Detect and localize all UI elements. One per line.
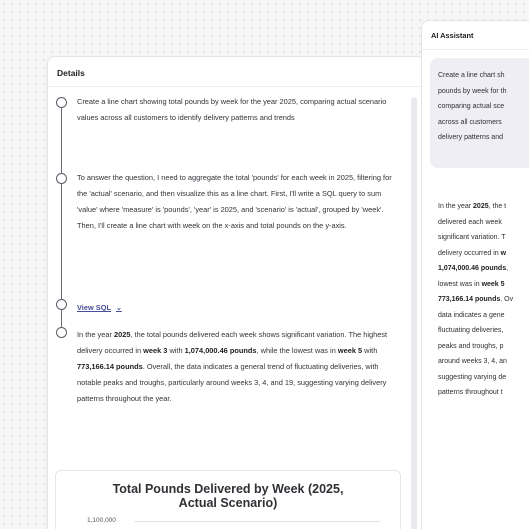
timeline-step-1-icon [56, 97, 67, 108]
step-answer-text [77, 327, 395, 407]
assistant-text-run: fluctuating deliveries, [438, 327, 504, 334]
assistant-emphasis: 773,166.14 pounds [438, 296, 501, 303]
ai-assistant-panel [421, 20, 529, 529]
answer-part: with [362, 346, 378, 355]
assistant-emphasis: 2025 [473, 203, 489, 210]
assistant-emphasis: week 5 [481, 280, 505, 288]
assistant-text-run: . Ov [500, 296, 514, 303]
view-sql-label: View SQL [77, 303, 111, 312]
chart-title: Total Pounds Delivered by Week (2025, Actual Scenario) [112, 482, 344, 510]
assistant-text-run: delivery occurred in [438, 249, 501, 257]
details-divider [48, 86, 424, 87]
user-message-text [438, 68, 529, 146]
ai-assistant-title: AI Assistant [431, 31, 474, 40]
user-message-line: pounds by week for th [438, 87, 507, 95]
assistant-text-run: data indicates a gene [438, 311, 505, 319]
assistant-message-line [438, 215, 529, 231]
assistant-message-text [438, 199, 529, 401]
answer-part: , while the lowest was in [256, 346, 338, 355]
step-question-text: Create a line chart showing total pounds by week for the year 2025, comparing actual scenario values across all customers to identify delivery patterns and trends [77, 97, 387, 122]
ai-divider [422, 49, 529, 50]
assistant-message-line [438, 354, 529, 370]
details-panel [47, 56, 425, 529]
chart-card [55, 470, 401, 529]
assistant-message-line [438, 370, 529, 386]
details-title: Details [57, 68, 85, 78]
answer-year: 2025 [113, 330, 131, 339]
view-sql-link[interactable] [77, 303, 122, 312]
timeline-step-2-icon [56, 173, 67, 184]
step-reasoning-text: To answer the question, I need to aggregate the total 'pounds' for each week in 2025, filtering for the 'actual' scenario, and then visualize this as a line chart. First, I'll write a SQL query to sum 'value' where 'measure' is 'pounds', 'year' is 2025, and 'scenario' is 'actual', grouped by 'week'. Then, I'll create a line chart with week on the x-axis and total pounds on the y-axis. [77, 173, 392, 230]
answer-value-low: 773,166.14 pounds [77, 362, 143, 371]
assistant-text-run: lowest was in [438, 280, 482, 288]
assistant-text-run: , the t [488, 203, 507, 210]
assistant-text-run: suggesting varying de [438, 373, 507, 381]
assistant-message-line [438, 308, 529, 324]
assistant-text-run: delivered each week [438, 218, 502, 226]
assistant-text-run: patterns throughout t [438, 389, 503, 396]
answer-part: . Overall, the data indicates a general trend of fluctuating deliveries, with notable peaks and troughs, particularly around weeks 3, 4, and 19, suggesting varying delivery patterns throughout the year. [77, 362, 387, 403]
assistant-text-run: significant variation. T [438, 234, 506, 241]
user-message-line: delivery patterns and [438, 134, 503, 141]
assistant-message-line [438, 323, 529, 339]
user-message-line: comparing actual sce [438, 103, 505, 110]
grid-line [134, 521, 380, 522]
y-tick-label: 1,100,000 [87, 517, 116, 524]
assistant-message-line [438, 199, 529, 215]
details-scrollbar[interactable] [411, 97, 417, 529]
assistant-message-line [438, 277, 529, 293]
timeline-line [61, 102, 62, 332]
assistant-message-line [438, 385, 529, 401]
chevron-down-icon: ⌄ [115, 304, 122, 312]
user-message-line: Create a line chart sh [438, 72, 505, 79]
user-message-line: across all customers [438, 118, 502, 126]
assistant-text-run: around weeks 3, 4, an [438, 358, 507, 365]
assistant-message-line [438, 261, 529, 277]
answer-part: , the total pounds delivered each week shows significant variation. The highest delivery occurred in [77, 330, 388, 355]
answer-value-high: 1,074,000.46 pounds [184, 346, 257, 355]
assistant-text-run: , [506, 265, 509, 272]
assistant-message-line [438, 246, 529, 262]
assistant-emphasis: w [500, 249, 507, 257]
assistant-text-run: In the year [438, 203, 474, 210]
assistant-message-line [438, 292, 529, 308]
assistant-message-line [438, 339, 529, 355]
answer-part: In the year [77, 330, 114, 339]
timeline-step-3-icon [56, 299, 67, 310]
timeline-step-4-icon [56, 327, 67, 338]
answer-part: with [167, 346, 185, 355]
assistant-emphasis: 1,074,000.46 pounds [438, 265, 507, 272]
answer-week-high: week 3 [143, 346, 168, 355]
assistant-message-line [438, 230, 529, 246]
answer-week-low: week 5 [337, 346, 363, 355]
assistant-text-run: peaks and troughs, p [438, 342, 504, 350]
